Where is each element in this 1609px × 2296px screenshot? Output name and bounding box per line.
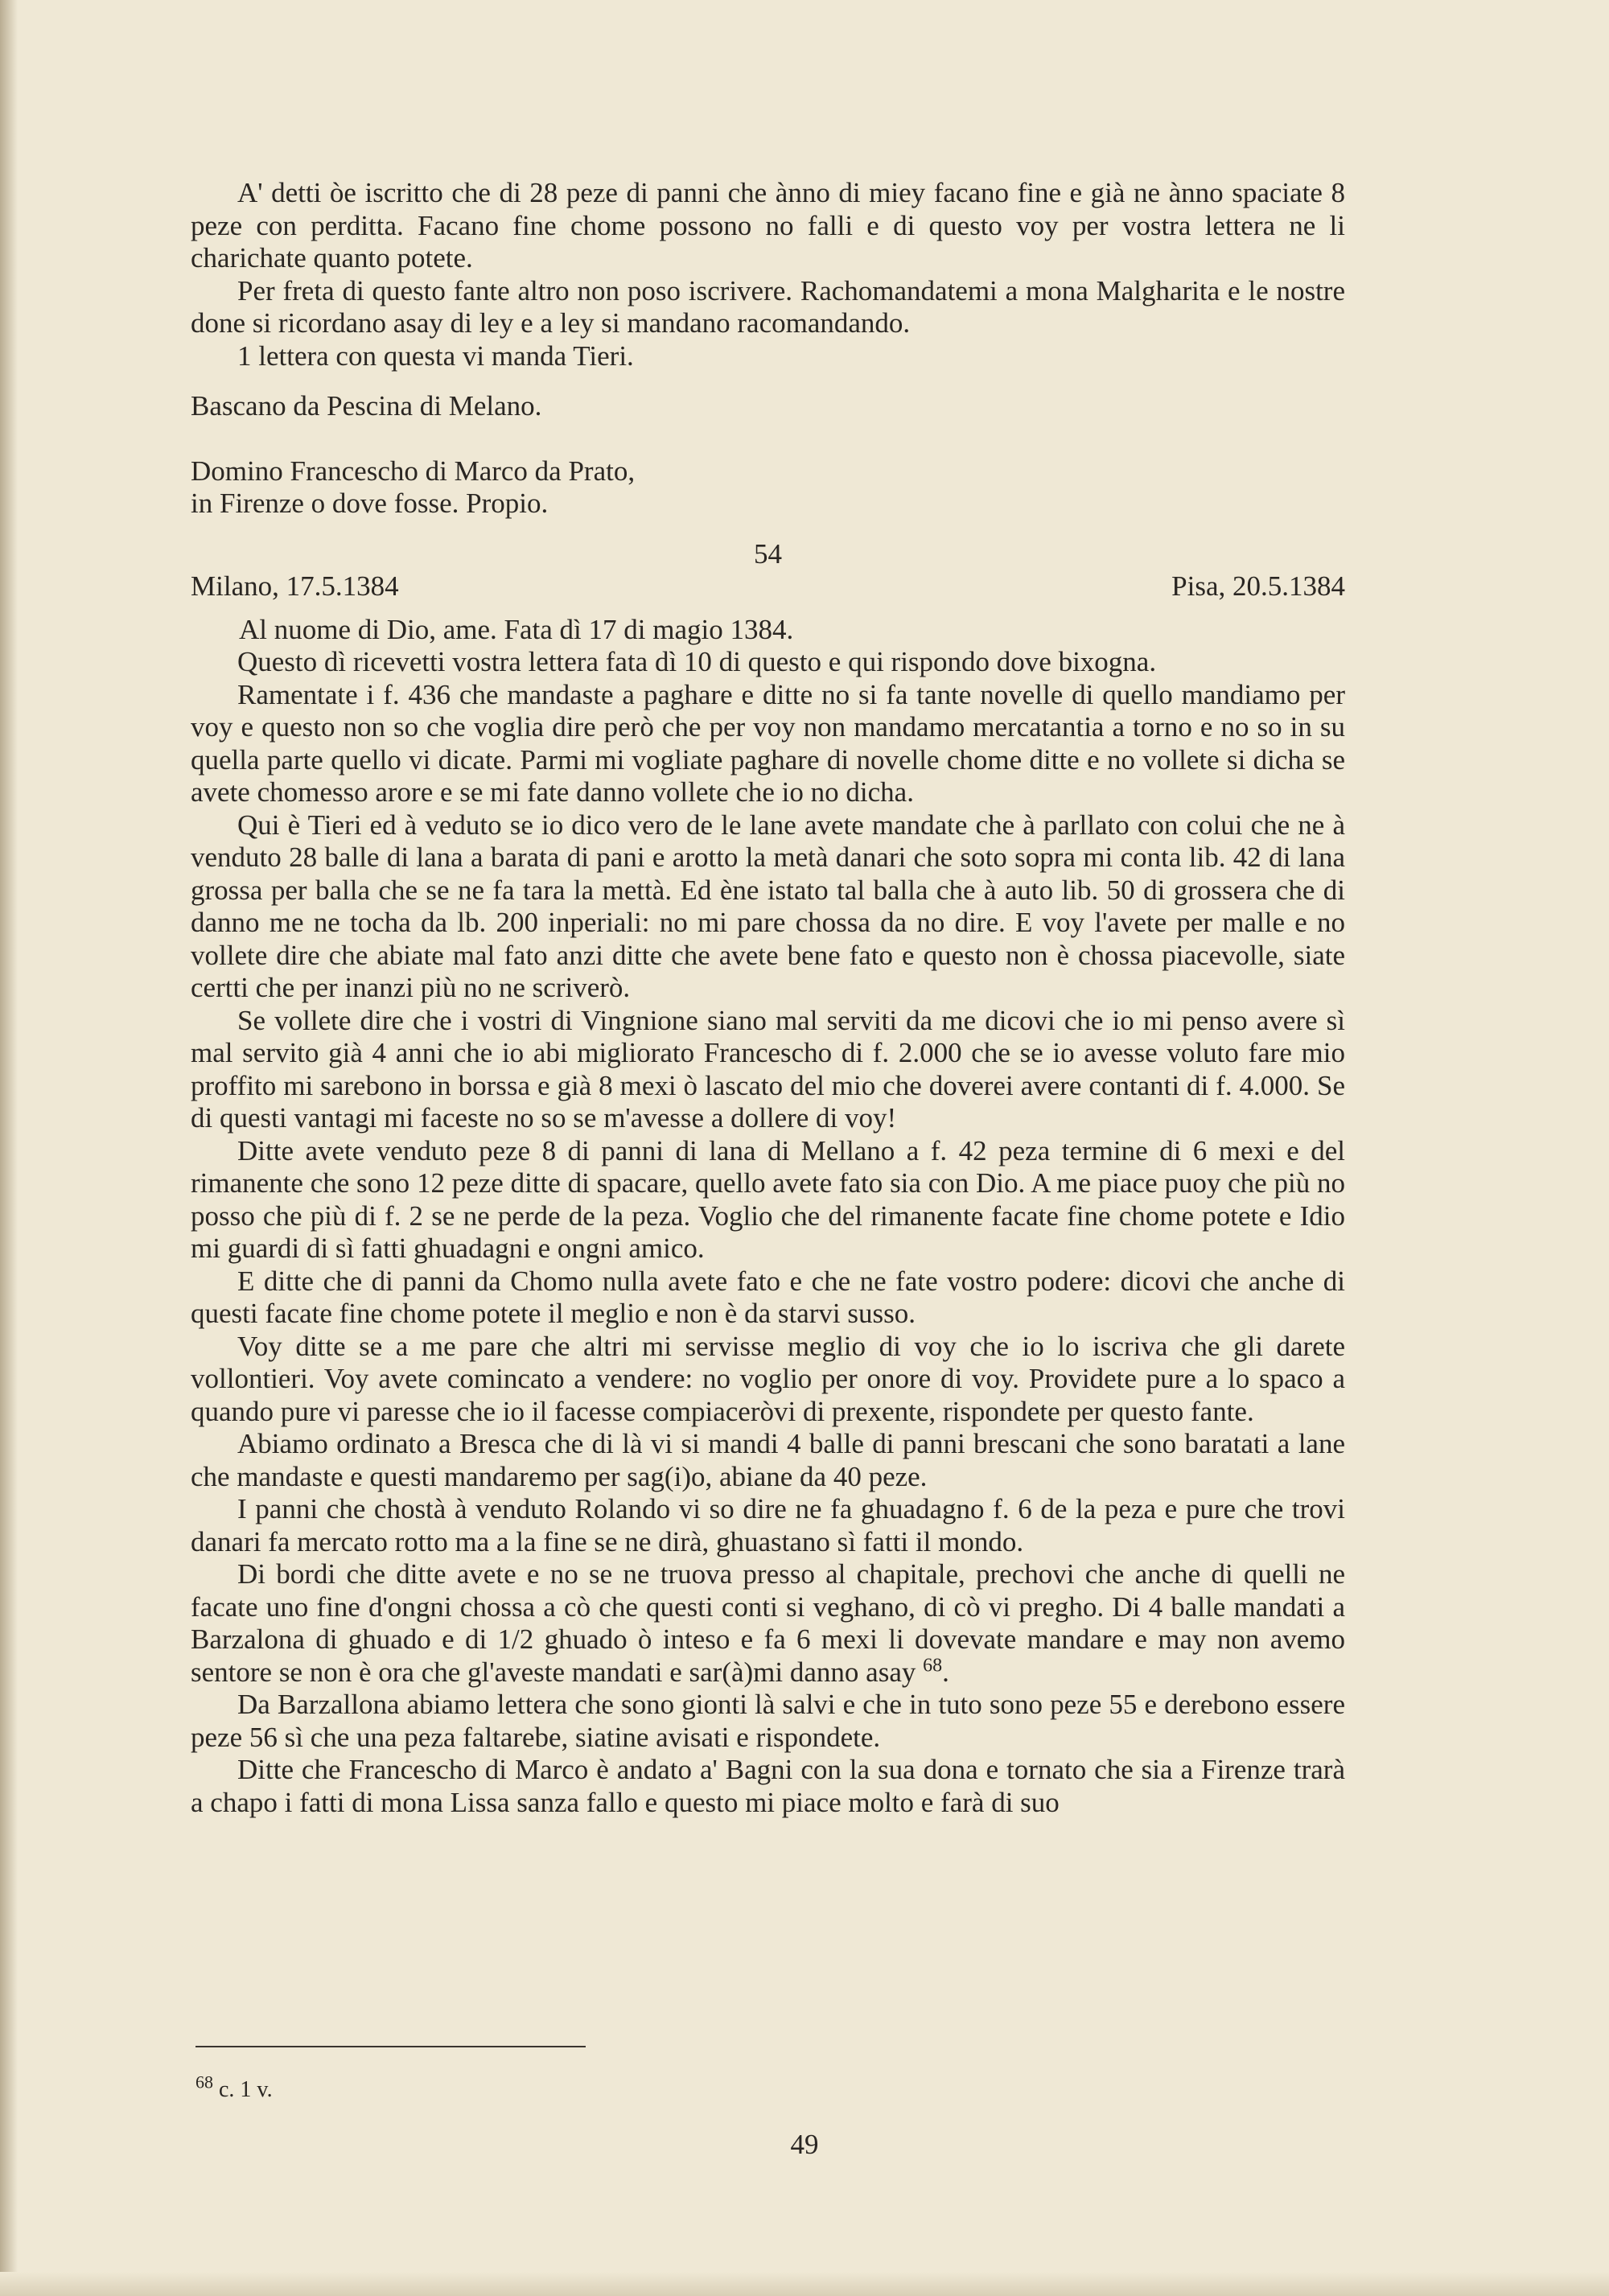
paragraph: Di bordi che ditte avete e no se ne truova presso al chapitale, prechovi che anche di quelli ne facate uno fine d'ongni chossa a cò che questi conti si veghano, di cò vi pregho. Di 4 balle mandati a Barzalona di ghuado e di 1/2 ghuado ò inteso e fa 6 mexi li dovevate mandare e may non avemo sentore se non è ora che gl'aveste mandati e sar(à)mi danno asay $^{68}$. (191, 1558, 1345, 1688)
letter-destination: Pisa, 20.5.1384 (1171, 570, 1345, 602)
page-bottom-edge (0, 2272, 1609, 2296)
address-block (191, 455, 1345, 521)
paragraph: Per freta di questo fante altro non poso iscrivere. Rachomandatemi a mona Malgharita e le nostre done si ricordano asay di ley e a ley si mandano racomandando. (191, 274, 1345, 339)
footnote-reference: 68 (923, 1654, 943, 1676)
footnote-rule (195, 2046, 586, 2047)
page-number: 49 (790, 2129, 819, 2160)
paragraph: Ditte avete venduto peze 8 di panni di lana di Mellano a f. 42 peza termine di 6 mexi e del rimanente che sono 12 peze ditte di spacare, quello avete fato sia con Dio. A me piace puoy che più no posso che più di f. 2 se ne perde de la peza. Voglio che del rimanente facate fine chome potete e Idio mi guardi di sì fatti ghuadagni e ongni amico. (191, 1134, 1345, 1264)
page-binding-shadow (0, 0, 18, 2296)
paragraph: E ditte che di panni da Chomo nulla avete fato e che ne fate vostro podere: dicovi che anche di questi facate fine chome potete il meglio e non è da starvi susso. (191, 1265, 1345, 1329)
paragraph: A' detti òe iscritto che di 28 peze di panni che ànno di miey facano fine e già ne ànno spaciate 8 peze con perditta. Facano fine chome possono no falli e di questo voy per vostra lettera ne li charichate quanto potete. (191, 177, 1345, 274)
paragraph: I panni che chostà à venduto Rolando vi so dire ne fa ghuadagno f. 6 de la peza e pure che trovi danari fa mercato rotto ma a la fine se ne dirà, ghuastano sì fatti il mondo. (191, 1493, 1345, 1557)
letter-salutation: Al nuome di Dio, ame. Fata dì 17 di magio 1384. (239, 613, 794, 645)
paragraph: Ditte che Francescho di Marco è andato a' Bagni con la sua dona e tornato che sia a Firenze trarà a chapo i fatti di mona Lissa sanza fallo e questo mi piace molto e farà di suo (191, 1754, 1345, 1818)
paragraph-text: Di bordi che ditte avete e no se ne truova presso al chapitale, prechovi che anche di quelli ne facate uno fine d'ongni chossa a cò che questi conti si veghano, di cò vi pregho. Di 4 balle mandati a Barzalona di ghuado e di 1/2 ghuado ò inteso e fa 6 mexi li dovevate mandare e may non avemo sentore se non è ora che gl'aveste mandati e sar(à)mi danno asay (191, 1558, 1345, 1688)
paragraph: Qui è Tieri ed à veduto se io dico vero de le lane avete mandate che à parllato con colui che ne à venduto 28 balle di lana a barata di pani e arotto la metà danari che soto sopra mi conta lib. 42 di lana grossa per balla che se ne fa tara la mettà. Ed ène istato tal balla che à auto lib. 50 di grossera che di danno me ne tocha da lb. 200 inperiali: no mi pare chossa da no dire. E voy l'avete per malle e no vollete dire che abiate mal fato anzi ditte che avete bene fato e questo non è chossa piacevolle, siate certti che per inanzi più no ne scriverò. (191, 809, 1345, 1003)
letter-header (191, 538, 1345, 604)
footnote (195, 2072, 273, 2103)
signature: Bascano da Pescina di Melano. (191, 390, 542, 422)
paragraph: Abiamo ordinato a Bresca che di là vi si mandi 4 balle di panni brescani che sono baratati a lane che mandaste e questi mandaremo per sag(i)o, abiane da 40 peze. (191, 1428, 1345, 1492)
main-text (191, 177, 1345, 1819)
paragraph: Voy ditte se a me pare che altri mi servisse meglio di voy che io lo iscriva che gli darete vollontieri. Voy avete comincato a vendere: no voglio per onore di voy. Providete pure a lo spaco a quando pure vi paresse che io il facesse compiaceròvi di prexente, rispondete per questo fante. (191, 1330, 1345, 1427)
letter-origin: Milano, 17.5.1384 (191, 570, 399, 602)
address-line: Domino Francescho di Marco da Prato, (191, 455, 636, 487)
letter-number: 54 (754, 537, 782, 570)
paragraph: Ramentate i f. 436 che mandaste a paghare e ditte no si fa tante novelle di quello mandiamo per voy e questo non so che voglia dire però che per voy non mandamo mercatantia a torno e no so in su quella parte quello vi dicate. Parmi mi vogliate paghare di novelle chome ditte e no vollete si dicha se avete chomesso arore e se mi fate danno vollete che io no dicha. (191, 678, 1345, 808)
footnote-text: c. 1 v. (219, 2077, 273, 2102)
address-line: in Firenze o dove fosse. Propio. (191, 488, 549, 519)
paragraph: Da Barzallona abiamo lettera che sono gionti là salvi e che in tuto sono peze 55 e derebono essere peze 56 sì che una peza faltarebe, siatine avisati e rispondete. (191, 1689, 1345, 1753)
footnote-number: 68 (195, 2072, 213, 2092)
paragraph: Questo dì ricevetti vostra lettera fata dì 10 di questo e qui rispondo dove bixogna. (237, 646, 1157, 677)
paragraph: 1 lettera con questa vi manda Tieri. (237, 339, 634, 372)
paragraph: Se vollete dire che i vostri di Vingnione siano mal serviti da me dicovi che io mi penso avere sì mal servito già 4 anni che io abi migliorato Francescho di f. 2.000 che se io avesse voluto fare mio proffito mi sarebono in borssa e già 8 mexi ò lascato del mio che doverei avere contanti di f. 4.000. Se di questi vantagi mi faceste no so se m'avesse a dollere di voy! (191, 1004, 1345, 1134)
